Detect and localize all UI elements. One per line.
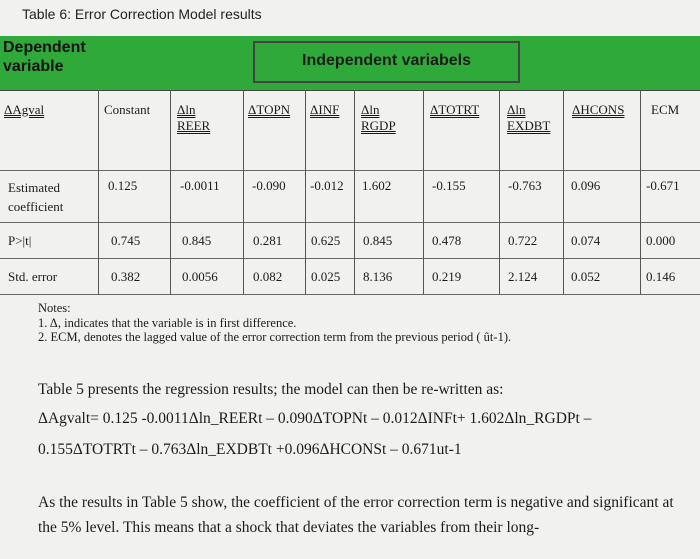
table-cell: -0.0011	[180, 178, 220, 193]
results-table	[0, 90, 700, 300]
header-rgdp: Δln RGDP	[361, 102, 396, 133]
table-cell: 0.0056	[182, 269, 218, 284]
table-cell: 0.281	[253, 233, 283, 248]
table-cell: 0.382	[111, 269, 141, 284]
header-inf: ΔINF	[310, 102, 340, 117]
equation-line-2: 0.155ΔTOTRTt – 0.763Δln_EXDBTt +0.096ΔHCONSt – 0.671ut-1	[38, 441, 462, 458]
header-agval: ΔAgval	[4, 102, 45, 117]
table-cell: 8.136	[363, 269, 393, 284]
table-cell: -0.012	[310, 178, 344, 193]
table-notes	[38, 301, 511, 345]
table-cell: -0.763	[508, 178, 542, 193]
table-cell: 0.219	[432, 269, 462, 284]
dependent-variable-header	[0, 36, 99, 91]
notes-line-2: 2. ECM, denotes the lagged value of the error correction term from the previous period ( ût-1).	[38, 330, 512, 344]
table-cell: 0.845	[182, 233, 212, 248]
conclusion-paragraph: As the results in Table 5 show, the coefficient of the error correction term is negative and significant at the 5% level. This means that a shock that deviates the variables from their long-	[38, 494, 674, 536]
dependent-variable-label: Dependent variable	[3, 39, 86, 75]
row-label-estimated: Estimated coefficient	[8, 180, 64, 214]
independent-variables-label: Independent variabels	[302, 52, 471, 69]
table-caption: Table 6: Error Correction Model results	[22, 6, 262, 22]
table-cell: 0.478	[432, 233, 462, 248]
table-cell: 0.845	[363, 233, 393, 248]
notes-title: Notes:	[38, 301, 71, 315]
table-cell: 0.096	[571, 178, 601, 193]
equation-line-1: ΔAgvalt= 0.125 -0.0011Δln_REERt – 0.090ΔTOPNt – 0.012ΔINFt+ 1.602Δln_RGDPt –	[38, 410, 592, 427]
table-cell: -0.090	[252, 178, 286, 193]
intro-paragraph: Table 5 presents the regression results; the model can then be re-written as:	[38, 381, 504, 398]
row-label-pvalue: P>|t|	[8, 233, 32, 248]
table-cell: 0.052	[571, 269, 601, 284]
independent-variables-box	[253, 41, 520, 83]
table-cell: 0.074	[571, 233, 601, 248]
header-reer: Δln REER	[177, 102, 211, 133]
header-hcons: ΔHCONS	[572, 102, 625, 117]
table-cell: 0.000	[646, 233, 676, 248]
independent-variables-band	[98, 36, 700, 91]
table-cell: -0.155	[432, 178, 466, 193]
row-label-std-error: Std. error	[8, 269, 58, 284]
table-cell: 1.602	[362, 178, 392, 193]
header-exdbt: Δln EXDBT	[507, 102, 551, 133]
header-constant: Constant	[104, 102, 151, 117]
notes-line-1: 1. Δ, indicates that the variable is in first difference.	[38, 315, 297, 330]
table-cell: 2.124	[508, 269, 538, 284]
table-cell: 0.625	[311, 233, 341, 248]
header-totrt: ΔTOTRT	[430, 102, 480, 117]
table-cell: 0.025	[311, 269, 341, 284]
header-topn: ΔTOPN	[248, 102, 291, 117]
table-cell: 0.125	[108, 178, 138, 193]
table-cell: -0.671	[646, 178, 680, 193]
table-cell: 0.146	[646, 269, 676, 284]
header-ecm: ECM	[651, 102, 680, 117]
table-cell: 0.082	[253, 269, 283, 284]
table-cell: 0.745	[111, 233, 141, 248]
table-cell: 0.722	[508, 233, 538, 248]
